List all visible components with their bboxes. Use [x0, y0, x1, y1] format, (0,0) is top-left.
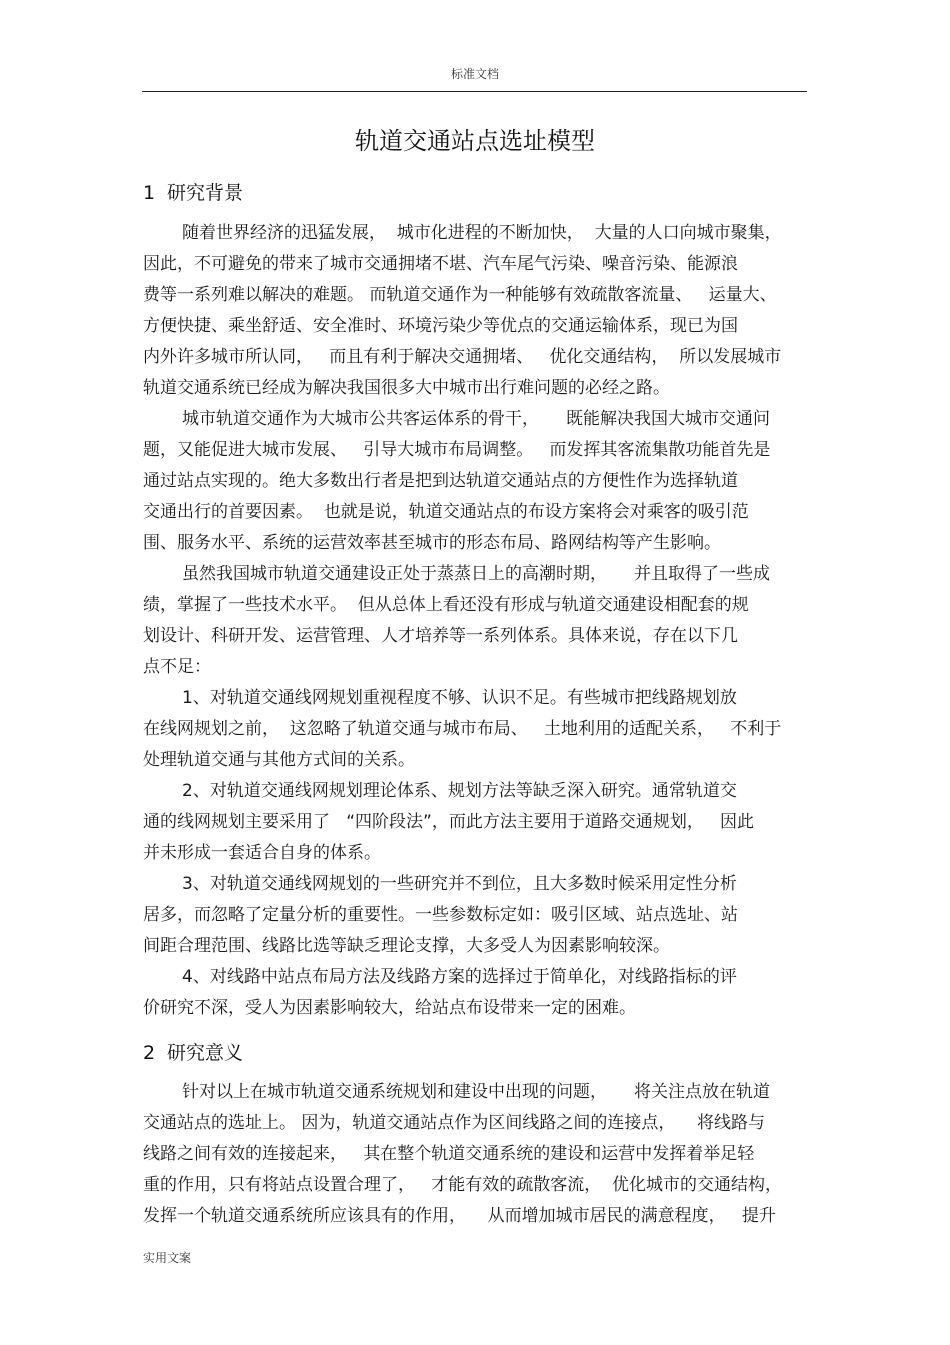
section-number: 2 — [143, 1042, 156, 1064]
list-item-line: 间距合理范围、线路比选等缺乏理论支撑，大多受人为因素影响较深。 — [143, 936, 670, 956]
paragraph-line: 通过站点实现的。绝大多数出行者是把到达轨道交通站点的方便性作为选择轨道 — [143, 471, 738, 491]
paragraph-line: 划设计、科研开发、运营管理、人才培养等一系列体系。具体来说，存在以下几 — [143, 626, 738, 646]
paragraph-line: 轨道交通系统已经成为解决我国很多大中城市出行难问题的必经之路。 — [143, 378, 670, 398]
paragraph-line: 点不足： — [143, 657, 211, 677]
document-title: 轨道交通站点选址模型 — [355, 127, 595, 155]
list-item-line: 处理轨道交通与其他方式间的关系。 — [143, 750, 415, 770]
paragraph-line: 方便快捷、乘坐舒适、安全准时、环境污染少等优点的交通运输体系，现已为国 — [143, 316, 738, 336]
list-item-line: 1、对轨道交通线网规划重视程度不够、认识不足。有些城市把线路规划放 — [182, 688, 737, 708]
page-footer: 实用文案 — [143, 1251, 192, 1265]
list-item-line: 在线网规划之前， 这忽略了轨道交通与城市布局、 土地利用的适配关系， 不利于 — [143, 719, 782, 739]
paragraph-line: 内外许多城市所认同， 而且有利于解决交通拥堵、 优化交通结构， 所以发展城市 — [143, 347, 782, 367]
paragraph-line: 针对以上在城市轨道交通系统规划和建设中出现的问题， 将关注点放在轨道 — [182, 1082, 771, 1102]
section-heading-significance — [143, 1040, 243, 1066]
paragraph-line: 重的作用，只有将站点设置合理了， 才能有效的疏散客流， 优化城市的交通结构， — [143, 1175, 783, 1195]
section-number: 1 — [143, 182, 156, 204]
paragraph-line: 发挥一个轨道交通系统所应该具有的作用， 从而增加城市居民的满意程度， 提升 — [143, 1206, 776, 1226]
paragraph-line: 线路之间有效的连接起来， 其在整个轨道交通系统的建设和运营中发挥着举足轻 — [143, 1144, 755, 1164]
page-header: 标准文档 — [450, 67, 499, 81]
list-item-line: 通的线网规划主要采用了 “四阶段法”，而此方法主要用于道路交通规划， 因此 — [143, 812, 755, 832]
list-item-line: 2、对轨道交通线网规划理论体系、规划方法等缺乏深入研究。通常轨道交 — [182, 781, 737, 801]
list-item-line: 4、对线路中站点布局方法及线路方案的选择过于简单化，对线路指标的评 — [182, 967, 737, 987]
section-title: 研究意义 — [167, 1042, 244, 1064]
list-item-line: 并未形成一套适合自身的体系。 — [143, 843, 381, 863]
list-item-line: 居多，而忽略了定量分析的重要性。一些参数标定如：吸引区域、站点选址、站 — [143, 905, 738, 925]
paragraph-line: 城市轨道交通作为大城市公共客运体系的骨干， 既能解决我国大城市交通问 — [182, 409, 771, 429]
paragraph-line: 费等一系列难以解决的难题。 而轨道交通作为一种能够有效疏散客流量、 运量大、 — [143, 285, 777, 305]
header-divider — [142, 91, 807, 92]
paragraph-line: 交通站点的选址上。 因为，轨道交通站点作为区间线路之间的连接点， 将线路与 — [143, 1113, 766, 1133]
paragraph-line: 交通出行的首要因素。 也就是说，轨道交通站点的布设方案将会对乘客的吸引范 — [143, 502, 749, 522]
paragraph-line: 围、服务水平、系统的运营效率甚至城市的形态布局、路网结构等产生影响。 — [143, 533, 721, 553]
list-item-line: 3、对轨道交通线网规划的一些研究并不到位，且大多数时候采用定性分析 — [182, 874, 737, 894]
paragraph-line: 题，又能促进大城市发展、 引导大城市布局调整。 而发挥其客流集散功能首先是 — [143, 440, 771, 460]
list-item-line: 价研究不深，受人为因素影响较大，给站点布设带来一定的困难。 — [143, 998, 636, 1018]
paragraph-line: 随着世界经济的迅猛发展， 城市化进程的不断加快， 大量的人口向城市聚集， — [182, 223, 782, 243]
paragraph-line: 虽然我国城市轨道交通建设正处于蒸蒸日上的高潮时期， 并且取得了一些成 — [182, 564, 771, 584]
paragraph-line: 因此，不可避免的带来了城市交通拥堵不堪、汽车尾气污染、噪音污染、能源浪 — [143, 254, 738, 274]
section-heading-background — [143, 180, 243, 206]
section-title: 研究背景 — [167, 182, 244, 204]
paragraph-line: 绩，掌握了一些技术水平。 但从总体上看还没有形成与轨道交通建设相配套的规 — [143, 595, 749, 615]
